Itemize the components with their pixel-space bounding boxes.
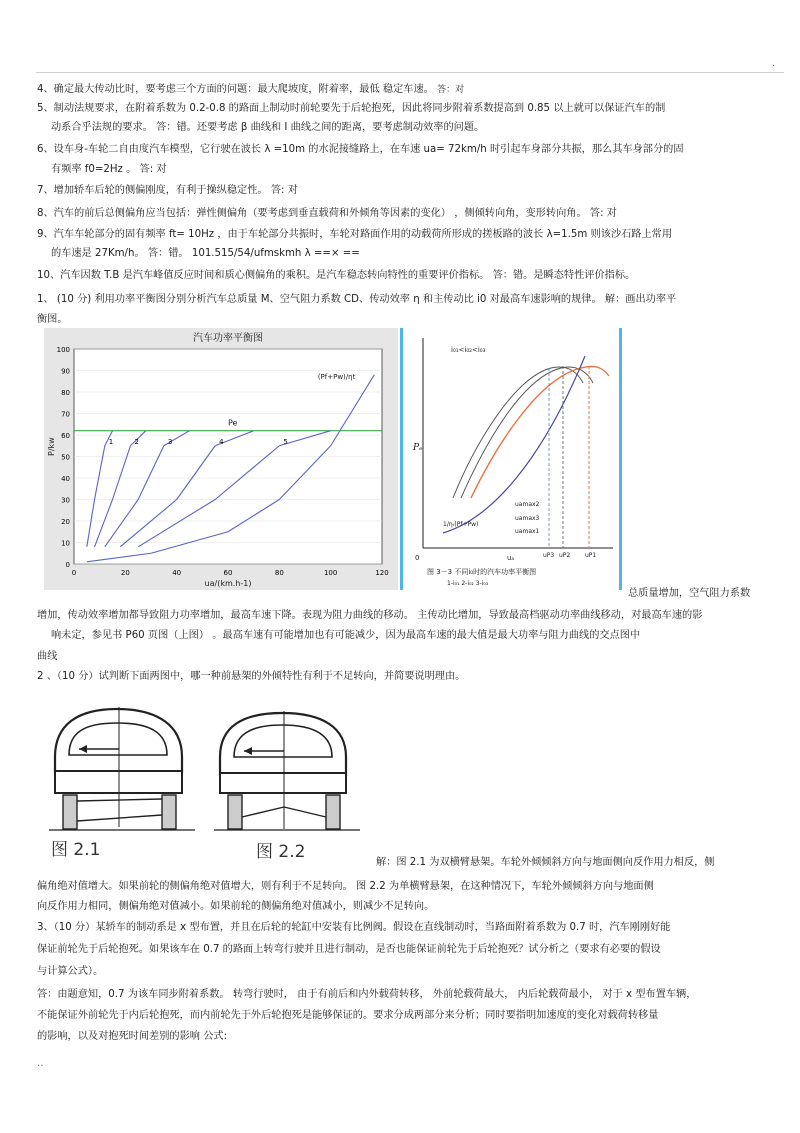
figure-2-2-caption: 图 2.2 — [256, 842, 306, 862]
gear-label-1: 1 — [108, 437, 114, 446]
y-tick-label: 20 — [61, 518, 70, 526]
y-tick-label: 80 — [61, 389, 70, 397]
gear-label-4: 4 — [219, 437, 224, 446]
up2-label: uP2 — [559, 552, 571, 559]
line-9b: 的车速是 27Km/h。 答：错。 101.515/54/ufmskmh λ ==× == — [51, 248, 360, 259]
y-axis-label: P/kw — [47, 437, 56, 456]
line-4 — [37, 80, 464, 95]
double-wishbone-svg — [37, 687, 205, 863]
left-wheel — [63, 795, 77, 829]
y-tick-label: 0 — [65, 561, 70, 569]
resistance-curve — [443, 356, 585, 533]
power-balance-svg — [44, 328, 398, 590]
figure2-caption-sub: 1-i₀₁ 2-i₀₂ 3-i₀₃ — [447, 580, 489, 587]
gear-label-3: 3 — [167, 437, 173, 446]
line-7: 7、增加轿车后轮的侧偏刚度，有利于操纵稳定性。 答: 对 — [37, 185, 298, 196]
uamax2-label: uamax2 — [515, 501, 540, 508]
power-curve-1 — [471, 366, 609, 498]
gear-label-2: 2 — [134, 437, 139, 446]
question-2a: 2 、（10 分）试判断下面两图中，哪一种前悬架的外倾特性有利于不足转向，并简要说明理由。 — [37, 671, 466, 682]
y-tick-label: 50 — [61, 453, 70, 462]
line-4-answer: 答：对 — [437, 85, 465, 95]
question-1e: 响未定，参见书 P60 页图（上图） 。最高车速有可能增加也有可能减少，因为最高车速的最大值是最大功率与阻力曲线的交点图中 — [51, 630, 641, 641]
footer-mark: .. — [37, 1058, 44, 1069]
uamax3-label: uamax3 — [515, 515, 540, 522]
gear-ratio-chart — [400, 328, 622, 590]
question-1a: 1、 (10 分) 利用功率平衡图分别分析汽车总质量 M、空气阻力系数 CD、传动效率 η 和主传动比 i0 对最高车速影响的规律。 解：画出功率平 — [37, 294, 677, 305]
gear-label-5: 5 — [283, 437, 288, 446]
y-tick-label: 90 — [61, 367, 70, 376]
question-3f: 的影响，以及对抱死时间差别的影响 公式: — [37, 1031, 228, 1042]
question-3a: 3、（10 分）某轿车的制动系是 x 型布置，并且在后轮的轮缸中安装有比例阀。假设在直线制动时，当路面附着系数为 0.7 时，汽车刚刚好能 — [37, 922, 671, 933]
line-5b: 动系合乎法规的要求。 答：错。还要考虑 β 曲线和 I 曲线之间的距离，要考虑制动效率的问题。 — [51, 122, 485, 133]
right-wheel — [162, 795, 176, 829]
x-tick-label: 40 — [172, 569, 182, 577]
pe-label: Pe — [228, 418, 238, 428]
upper-arm — [77, 799, 162, 801]
question-1b: 衡图。 — [37, 314, 68, 325]
power-curve-3 — [453, 367, 583, 498]
question-2d: 向反作用力相同，侧偏角绝对值减小。如果前轮的侧偏角绝对值减小，则减少不足转向。 — [37, 901, 435, 912]
uamax1-label: uamax1 — [515, 528, 540, 535]
question-1f: 曲线 — [37, 651, 58, 662]
question-3c: 与计算公式）。 — [37, 966, 104, 977]
gear-ratio-svg — [403, 328, 619, 590]
x-axis-label: ua/(km.h-1) — [204, 579, 252, 588]
question-3b: 保证前轮先于后轮抱死。如果该车在 0.7 的路面上转弯行驶并且进行制动，是否也能保证前轮先于后轮抱死？试分析之（要求有必要的假设 — [37, 944, 661, 955]
y-tick-label: 100 — [56, 346, 70, 354]
line-5a: 5、制动法规要求，在附着系数为 0.2-0.8 的路面上制动时前轮要先于后轮抱死，因此将同步附着系数提高到 0.85 以上就可以保证汽车的制 — [37, 103, 666, 114]
right-swing-arm — [284, 807, 326, 817]
x-tick-label: 0 — [71, 569, 77, 577]
question-3e: 不能保证外前轮先于内后轮抱死，而内前轮先于外后轮抱死是能够保证的。要求分成两部分来分析；同时要指明加速度的变化对载荷转移量 — [37, 1010, 659, 1021]
question-2c: 偏角绝对值增大。如果前轮的侧偏角绝对值增大，则有利于不足转向。 图 2.2 为单横臂悬架，在这种情况下，车轮外倾倾斜方向与地面侧 — [37, 881, 654, 892]
ua-label: uₐ — [507, 554, 515, 562]
body-lower — [220, 773, 346, 793]
origin-label: 0 — [415, 554, 420, 562]
line-8: 8、汽车的前后总侧偏角应当包括：弹性侧偏角（要考虑到垂直载荷和外倾角等因素的变化） ，侧倾转向角，变形转向角。 答: 对 — [37, 208, 617, 219]
y-tick-label: 60 — [61, 432, 70, 440]
line-6a: 6、设车身-车轮二自由度汽车模型，它行驶在波长 λ =10m 的水泥接缝路上，在车速 ua= 72km/h 时引起车身部分共振，那么其车身部分的固 — [37, 144, 684, 155]
y-tick-label: 30 — [61, 496, 70, 505]
line-9a: 9、汽车车轮部分的固有频率 ft= 10Hz ，由于车轮部分共振时，车轮对路面作用的动载荷所形成的搓板路的波长 λ=1.5m 则该沙石路上常用 — [37, 229, 673, 240]
ratio-legend: i₀₁<i₀₂<i₀₃ — [451, 346, 486, 354]
pe-axis-label: Pₑ — [413, 443, 423, 453]
single-wishbone-figure — [204, 705, 370, 863]
question-1d: 增加，传动效率增加都导致阻力功率增加，最高车速下降。表现为阻力曲线的移动。 主传动比增加，导致最高档驱动功率曲线移动，对最高车速的影 — [37, 610, 703, 621]
x-tick-label: 20 — [120, 569, 130, 577]
left-swing-arm — [242, 807, 284, 817]
x-tick-label: 60 — [223, 569, 233, 577]
figure2-caption: 图 3－3 不同i₀时的汽车功率平衡图 — [427, 568, 537, 576]
x-tick-label: 80 — [274, 569, 284, 577]
resistance-label: (Pf+Pw)/ηt — [317, 373, 356, 382]
right-wheel — [326, 795, 340, 829]
line-10: 10、汽车因数 T.B 是汽车峰值反应时间和质心侧偏角的乘积。是汽车稳态转向特性的重要评价指标。 答：错。是瞬态特性评价指标。 — [37, 270, 636, 281]
power-balance-chart — [44, 328, 398, 590]
question-1c: 总质量增加，空气阻力系数 — [628, 588, 751, 599]
question-2b: 解：图 2.1 为双横臂悬架。车轮外倾倾斜方向与地面侧向反作用力相反，侧 — [376, 857, 715, 868]
up1-label: uP1 — [585, 552, 597, 559]
resistance-formula: 1/ηₜ(Pf+Pw) — [443, 521, 479, 528]
double-wishbone-figure — [37, 687, 205, 863]
line-4-text: 4、确定最大传动比时，要考虑三个方面的问题：最大爬坡度，附着率，最低 稳定车速。 — [37, 84, 434, 95]
y-tick-label: 70 — [61, 410, 70, 419]
figure-2-1-caption: 图 2.1 — [51, 840, 101, 860]
chart-title: 汽车功率平衡图 — [193, 333, 263, 344]
corner-mark: . — [772, 58, 776, 69]
x-tick-label: 100 — [323, 569, 338, 577]
header-rule — [36, 72, 784, 73]
x-tick-label: 120 — [375, 569, 389, 577]
left-wheel — [228, 795, 242, 829]
y-tick-label: 10 — [61, 539, 70, 548]
question-3d: 答：由题意知，0.7 为该车同步附着系数。 转弯行驶时， 由于有前后和内外载荷转移， 外前轮载荷最大， 内后轮载荷最小， 对于 x 型布置车辆， — [37, 989, 697, 1000]
y-tick-label: 40 — [61, 475, 70, 483]
up3-label: uP3 — [543, 552, 555, 559]
single-wishbone-svg — [204, 705, 370, 863]
line-6b: 有频率 f0=2Hz 。 答: 对 — [51, 164, 167, 175]
